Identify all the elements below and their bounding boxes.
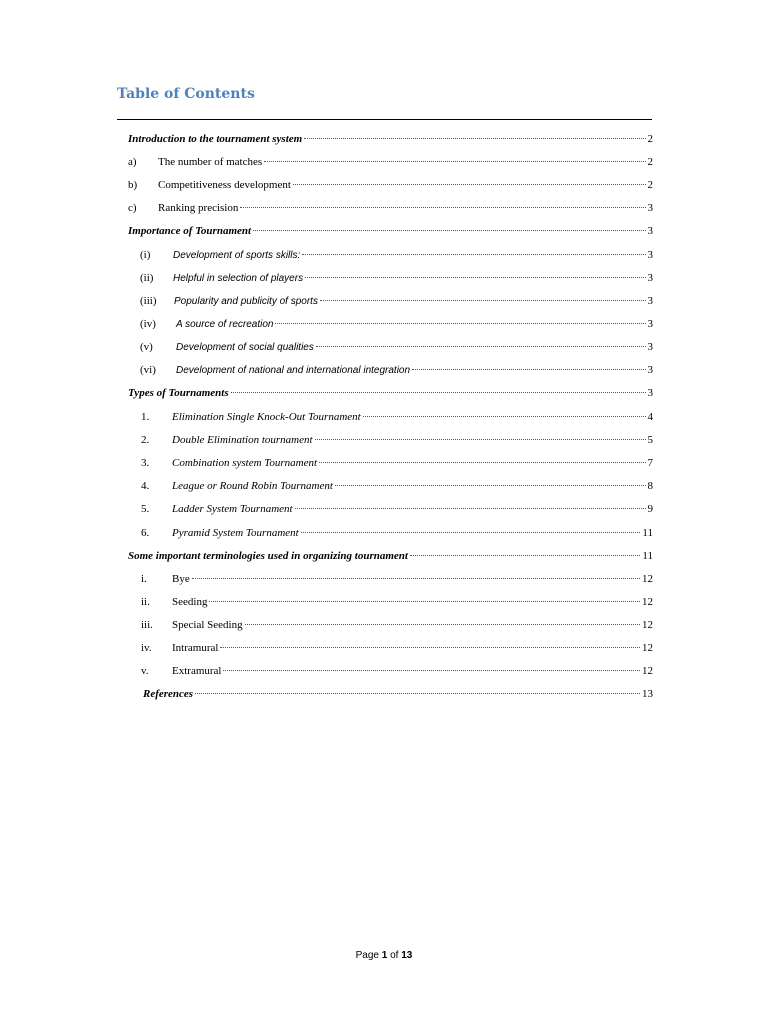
toc-entry[interactable] [128,129,653,149]
toc-entry-page: 2 [647,179,653,191]
toc-entry[interactable] [141,569,653,589]
toc-entry[interactable] [141,476,653,496]
toc-entry-number: (ii) [140,272,154,284]
toc-entry-page: 9 [647,503,653,515]
footer-current-page: 1 [381,950,388,961]
footer-total-pages: 13 [401,950,413,961]
toc-entry[interactable] [140,268,653,288]
toc-entry[interactable] [140,245,653,265]
toc-entry-page: 11 [642,550,653,562]
toc-entry-page: 12 [642,619,653,631]
toc-entry[interactable] [141,638,653,658]
toc-entry-number: c) [128,202,137,214]
toc-entry-page: 3 [647,202,653,214]
toc-dot-leader [320,288,646,301]
toc-entry-text: Special Seeding [172,619,243,631]
title-divider [117,119,652,120]
toc-dot-leader [305,265,645,278]
toc-entry-number: iii. [141,619,153,631]
toc-dot-leader [301,520,641,533]
toc-entry-page: 5 [647,434,653,446]
toc-entry-text: Importance of Tournament [128,225,252,237]
toc-dot-leader [275,311,645,324]
toc-dot-leader [412,357,645,370]
toc-entry-text: References [143,688,194,700]
toc-entry[interactable] [128,175,653,195]
toc-entry-page: 11 [642,527,653,539]
toc-entry[interactable] [141,615,653,635]
toc-entry-text: Helpful in selection of players [173,273,304,284]
toc-entry-page: 2 [647,133,653,145]
toc-entry-text: Development of national and international integration [176,365,411,376]
page-footer [0,950,768,961]
toc-dot-leader [335,473,646,486]
toc-dot-leader [264,149,645,162]
toc-entry-text: Elimination Single Knock-Out Tournament [172,411,361,423]
footer-separator: of [387,950,402,961]
toc-entry-number: v. [141,665,149,677]
toc-entry-page: 12 [642,596,653,608]
toc-entry-text: Types of Tournaments [128,387,229,399]
toc-dot-leader [316,334,646,347]
toc-entry-page: 13 [642,688,653,700]
toc-dot-leader [293,172,646,185]
toc-entry-text: The number of matches [158,156,263,168]
footer-prefix: Page [355,950,382,961]
toc-dot-leader [253,218,645,231]
toc-entry-page: 3 [647,341,653,353]
toc-dot-leader [302,242,645,255]
toc-entry[interactable] [141,453,653,473]
toc-entry-text: Intramural [172,642,219,654]
toc-entry-number: iv. [141,642,152,654]
toc-entry-text: League or Round Robin Tournament [172,480,333,492]
toc-dot-leader [410,543,640,556]
toc-dot-leader [231,380,646,393]
toc-entry-text: Extramural [172,665,222,677]
toc-entry-page: 7 [647,457,653,469]
toc-entry[interactable] [140,291,653,311]
toc-dot-leader [192,566,640,579]
toc-entry-page: 3 [647,225,653,237]
toc-title: Table of Contents [117,86,255,102]
toc-dot-leader [319,450,645,463]
toc-entry-page: 3 [647,387,653,399]
toc-entry-number: (iii) [140,295,157,307]
toc-entry-number: 5. [141,503,150,515]
toc-entry-text: A source of recreation [176,319,274,330]
toc-entry[interactable] [143,684,653,704]
toc-entry[interactable] [141,407,653,427]
toc-dot-leader [315,427,646,440]
toc-entry-number: (vi) [140,364,156,376]
toc-entry[interactable] [141,661,653,681]
toc-entry-page: 12 [642,573,653,585]
toc-dot-leader [209,589,640,602]
toc-entry-page: 12 [642,665,653,677]
toc-entry[interactable] [128,221,653,241]
toc-entry[interactable] [141,499,653,519]
toc-entry[interactable] [128,546,653,566]
toc-entry-number: (iv) [140,318,156,330]
toc-entry[interactable] [141,430,653,450]
toc-entry[interactable] [141,523,653,543]
toc-dot-leader [363,404,646,417]
toc-entry-text: Combination system Tournament [172,457,318,469]
toc-entry[interactable] [140,360,653,380]
toc-entry-text: Popularity and publicity of sports [174,296,318,307]
toc-entry-number: (i) [140,249,151,261]
toc-dot-leader [223,658,640,671]
toc-entry-text: Development of social qualities [176,342,314,353]
toc-dot-leader [295,496,646,509]
toc-entry-number: 2. [141,434,150,446]
toc-entry[interactable] [128,383,653,403]
toc-entry-number: 1. [141,411,150,423]
toc-entry-page: 3 [647,272,653,284]
toc-entry-number: a) [128,156,137,168]
toc-entry-number: 3. [141,457,150,469]
toc-entry-page: 3 [647,318,653,330]
toc-dot-leader [220,635,640,648]
toc-entry-number: b) [128,179,138,191]
toc-entry-page: 2 [647,156,653,168]
toc-dot-leader [304,126,645,139]
toc-entry-text: Seeding [172,596,208,608]
toc-entry-text: Introduction to the tournament system [128,133,303,145]
toc-entry[interactable] [128,198,653,218]
toc-entry-number: ii. [141,596,150,608]
toc-entry[interactable] [140,337,653,357]
toc-entry[interactable] [140,314,653,334]
toc-dot-leader [195,681,640,694]
toc-entry-text: Bye [172,573,190,585]
toc-entry-text: Some important terminologies used in organizing tournament [128,550,408,562]
toc-entry-number: (v) [140,341,153,353]
toc-entry-number: i. [141,573,147,585]
toc-entry-page: 3 [647,249,653,261]
toc-dot-leader [245,612,640,625]
toc-entry-page: 3 [647,364,653,376]
toc-entry-text: Pyramid System Tournament [172,527,299,539]
toc-entry-page: 12 [642,642,653,654]
toc-entry[interactable] [141,592,653,612]
toc-entry-text: Competitiveness development [158,179,291,191]
toc-entry-page: 8 [647,480,653,492]
toc-entry[interactable] [128,152,653,172]
toc-entry-number: 4. [141,480,150,492]
toc-entry-text: Development of sports skills: [173,250,301,261]
toc-entry-page: 3 [647,295,653,307]
toc-entry-text: Double Elimination tournament [172,434,313,446]
toc-entry-number: 6. [141,527,150,539]
toc-dot-leader [240,195,645,208]
toc-entry-text: Ranking precision [158,202,239,214]
toc-entry-text: Ladder System Tournament [172,503,293,515]
toc-entry-page: 4 [647,411,653,423]
